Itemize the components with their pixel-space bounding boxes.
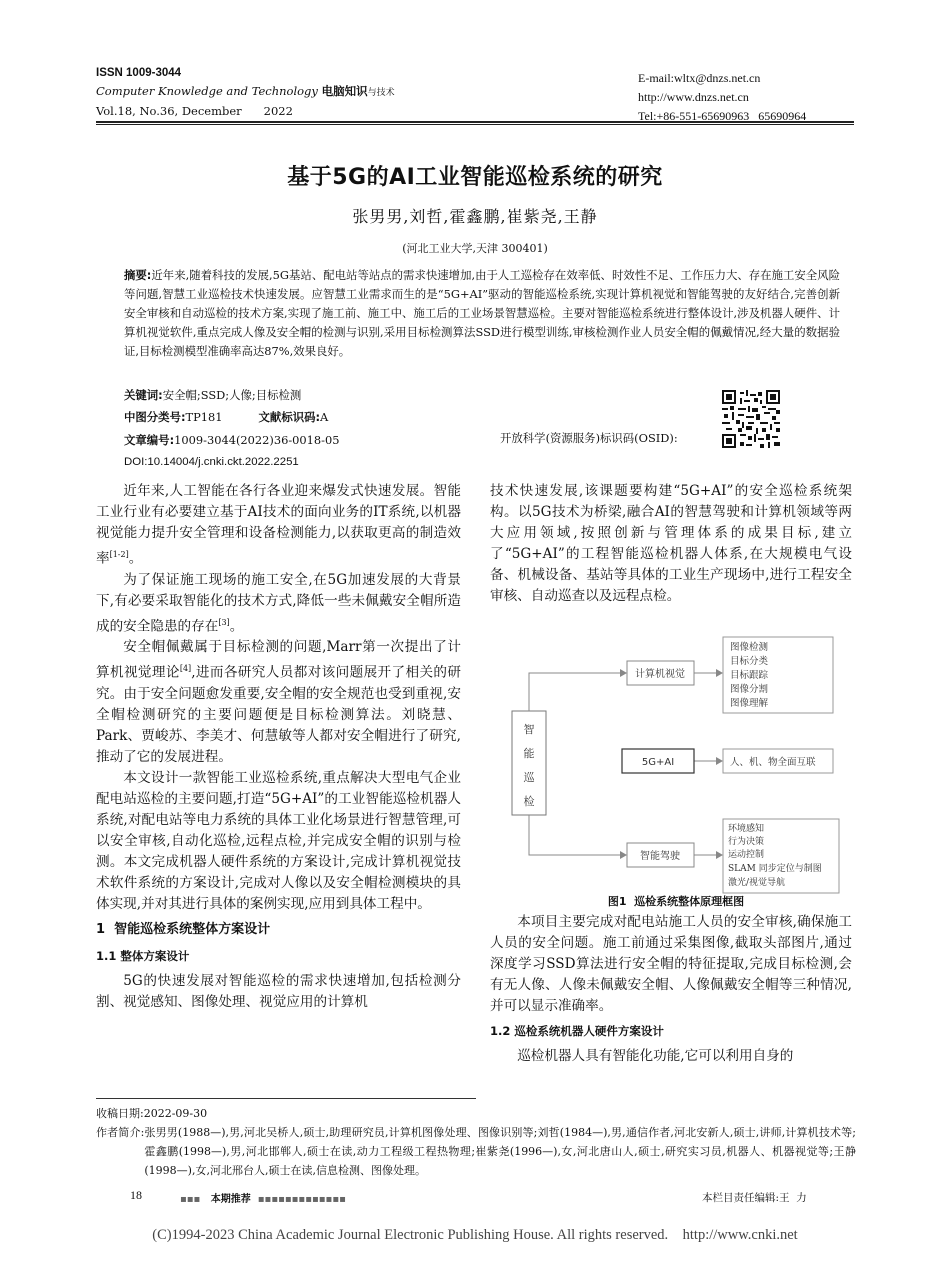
paragraph: 巡检机器人具有智能化功能,它可以利用自身的 [517,1048,794,1064]
center-char: 智 [523,723,535,736]
page-number: 18 [130,1188,142,1202]
paragraph: 近年来,人工智能在各行各业迎来爆发式快速发展。智能工业行业有必要建立基于AI技术的面向业务的IT系统,以机器视觉能力提升安全管理和设备检测能力,以获取更高的制造效率[1-2]。 [96,483,461,567]
cv-item: 图像分割 [730,684,769,695]
section-heading: 1 智能巡检系统整体方案设计 [96,921,271,937]
citation: [3] [218,617,230,627]
author-bio [96,1123,856,1180]
authors: 张男男,刘哲,霍鑫鹏,崔紫尧,王静 [352,207,598,226]
center-char: 巡 [523,771,535,784]
right-column-top [490,481,852,607]
paragraph: 本文设计一款智能工业巡检系统,重点解决大型电气企业配电站巡检的主要问题,打造“5G+AI”的工业智能巡检机器人系统,对配电站等电力系统的具体工业化场景进行智慧管理,可以安全审核,自动化巡检,远程点检,并完成安全帽的识别与检测。本文完成机器人硬件系统的方案设计,完成计算机视觉技术软件系统的方案设计,完成对人像以及安全帽检测模块的具体实现,并对其进行具体的案例实现,应用到具体工程中。 [96,769,461,912]
classification [124,408,328,427]
paragraph: 为了保证施工现场的施工安全,在5G加速发展的大背景下,有必要采取智能化的技术方式,降低一些未佩戴安全帽所造成的安全隐患的存在[3]。 [96,571,461,635]
abstract-label: 摘要: [124,268,152,282]
article-number [124,431,340,450]
dots-decoration: ▪▪▪ [180,1194,201,1205]
figure-1-diagram [500,633,852,895]
subsection-heading: 1.1 整体方案设计 [96,948,190,963]
journal-name-cn-tail: 与技术 [367,88,395,98]
issn: ISSN 1009-3044 [96,67,182,79]
box-drive-label: 智能驾驶 [640,851,680,862]
osid-label: 开放科学(资源服务)标识码(OSID): [500,431,678,445]
doccode-text: A [320,410,329,424]
right-column-bottom [490,912,852,1067]
keywords-text: 安全帽;SSD;人像;目标检测 [162,388,302,402]
articleno-label: 文章编号: [124,433,175,447]
copyright-line: (C)1994-2023 China Academic Journal Electronic Publishing House. All rights reserved. http://www.cnki.net [152,1227,798,1243]
doi: DOI:10.14004/j.cnki.ckt.2022.2251 [124,456,299,468]
journal-name-cn: 电脑知识 [321,86,368,98]
keywords [124,386,301,405]
footnote [96,1104,856,1180]
drive-item: SLAM 同步定位与制图 [728,864,822,874]
box-cv-label: 计算机视觉 [635,669,685,680]
abstract-text: 近年来,随着科技的发展,5G基站、配电站等站点的需求快速增加,由于人工巡检存在效率低、时效性不足、工作压力大、存在施工安全风险等问题,智慧工业巡检技术快速发展。应智慧工业需求而生的是“5G+AI”驱动的智能巡检系统,实现计算机视觉和智能驾驶的友好结合,完善创新安全审核和自动巡检的技术方案,实现了施工前、施工中、施工后的工业场景智慧巡检。主要对智能巡检系统进行整体设计,涉及机器人硬件、计算机视觉软件,重点完成人像及安全帽的检测与识别,采用目标检测算法SSD进行模型训练,审核检测作业人员安全帽的佩戴情况,经大量的数据验证,目标检测模型准确率高达87%,效果良好。 [124,268,840,358]
interconnect-label: 人、机、物全面互联 [730,757,816,768]
paper-title: 基于5G的AI工业智能巡检系统的研究 [287,165,663,190]
box-5g-label: 5G+AI [641,757,675,768]
website: http://www.dnzs.net.cn [638,90,749,104]
drive-item: 激光/视觉导航 [728,878,786,888]
paragraph: 5G的快速发展对智能巡检的需求快速增加,包括检测分割、视觉感知、图像处理、视觉应用的计算机 [96,972,461,1010]
paragraph: 安全帽佩戴属于目标检测的问题,Marr第一次提出了计算机视觉理论[4],进而各研究人员都对该问题展开了相关的研究。由于安全问题愈发重要,安全帽的安全规范也受到重视,安全帽检测研究的主要问题便是目标检测算法。刘晓慧、Park、贾峻苏、李美才、何慧敏等人都对安全帽进行了研究,推动了它的发展进程。 [96,639,461,765]
volume: Vol.18, No.36, December [96,104,242,118]
contact-info [638,69,806,126]
articleno-text: 1009-3044(2022)36-0018-05 [174,433,340,447]
footnote-rule [96,1098,476,1099]
clc-text: TP181 [185,410,223,424]
center-char: 能 [523,747,535,760]
column-editor: 本栏目责任编辑:王 力 [702,1192,807,1204]
abstract [124,266,840,361]
drive-item: 行为决策 [728,837,765,847]
paragraph: 技术快速发展,该课题要构建“5G+AI”的安全巡检系统架构。以5G技术为桥梁,融合AI的智慧驾驶和计算机领域等两大应用领域,按照创新与管理体系的成果目标,建立了“5G+AI”的工程智能巡检机器人体系,在大规模电气设备、机械设备、基站等具体的工业生产现场中,进行工程安全审核、自动巡查以及远程点检。 [490,483,852,604]
cv-item: 图像检测 [730,642,769,653]
keywords-label: 关键词: [124,388,163,402]
email: E-mail:wltx@dnzs.net.cn [638,71,761,85]
cv-item: 目标跟踪 [730,670,769,681]
bio-text: 张男男(1988—),男,河北吴桥人,硕士,助理研究员,计算机图像处理、图像识别等;刘哲(1984—),男,通信作者,河北安新人,硕士,讲师,计算机技术等;霍鑫鹏(1998—),男,河北邯郸人,硕士在读,动力工程级工程热物理;崔紫尧(1996—),女,河北唐山人,硕士,研究实习员,机器人、机器视觉等;王静(1998—),女,河北邢台人,硕士在读,信息检测、图像处理。 [144,1126,856,1177]
journal-header [96,64,395,120]
dots-decoration: ▪▪▪▪▪▪▪▪▪▪▪▪▪ [257,1194,346,1205]
header-rule [96,121,854,123]
subsection-heading: 1.2 巡检系统机器人硬件方案设计 [490,1024,664,1038]
center-char: 检 [523,795,535,808]
year: 2022 [263,104,293,118]
cv-item: 图像理解 [730,698,769,709]
clc-label: 中图分类号: [124,410,186,424]
drive-item: 运动控制 [728,850,765,860]
left-column [96,481,461,1013]
affiliation: (河北工业大学,天津 300401) [402,242,548,255]
received-date: 收稿日期:2022-09-30 [96,1107,208,1120]
drive-item: 环境感知 [728,824,765,834]
recommend-banner [180,1190,346,1205]
recommend-label: 本期推荐 [210,1194,251,1205]
journal-name-en: Computer Knowledge and Technology [96,84,318,98]
header-rule-thin [96,124,854,125]
qr-code-icon [722,390,780,448]
cv-item: 目标分类 [730,656,769,667]
citation: [1-2] [109,550,129,559]
doccode-label: 文献标识码: [258,410,321,424]
telephone: Tel:+86-551-65690963 65690964 [638,109,807,123]
paragraph: 本项目主要完成对配电站施工人员的安全审核,确保施工人员的安全问题。施工前通过采集图像,截取头部图片,通过深度学习SSD算法进行安全帽的特征提取,完成目标检测,会有无人像、人像未佩戴安全帽、人像佩戴安全帽等三种情况,并可以显示准确率。 [490,914,852,1014]
citation: [4] [179,664,192,674]
figure-caption: 图1 巡检系统整体原理框图 [607,895,745,908]
bio-label: 作者简介: [96,1126,145,1139]
